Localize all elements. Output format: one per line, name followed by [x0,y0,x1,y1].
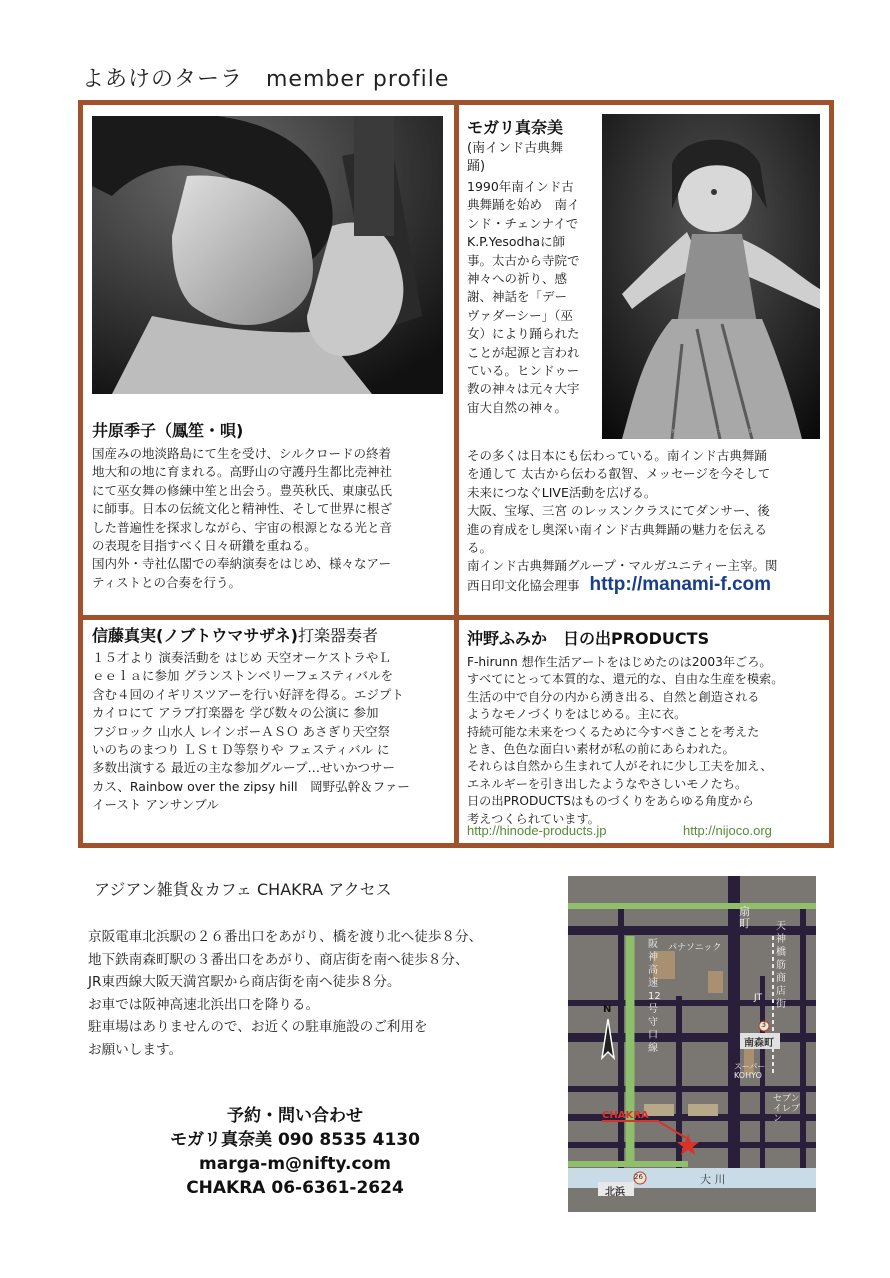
okino-bio-line: ようなモノづくりをはじめる。主に衣。 [467,707,687,722]
mogari-side-line: ことが起源と言われ [467,344,580,360]
map-label-ogimachi: 扇町 [739,905,750,930]
contact-phone[interactable]: モガリ真奈美 090 8535 4130 [170,1130,420,1150]
mogari-website-link[interactable]: http://manami-f.com [589,573,772,595]
access-heading: アジアン雑貨＆カフェ CHAKRA アクセス [94,880,392,899]
mogari-side-bio [467,178,580,417]
map-label-okawa: 大 川 [700,1173,726,1186]
mogari-name: モガリ真奈美 [467,118,564,137]
profile-okino [459,620,829,843]
mogari-bio-line: 西日印文化協会理事 [467,577,580,593]
profile-mogari [459,105,829,615]
okino-nijoco-link[interactable]: http://nijoco.org [683,823,772,838]
map-label-exit3: 3 [761,1020,767,1029]
ihara-bio-line: 国内外・寺社仏閣での奉納演奏をはじめ、様々なアー [92,556,392,572]
access-map [568,876,816,1212]
mogari-side-line: ヴァダーシー」（巫 [467,307,573,323]
access-line: JR東西線大阪天満宮駅から商店街を南へ徒歩８分。 [88,974,401,990]
shindo-name: 信藤真実(ノブトウマサザネ) [92,626,298,645]
shindo-bio-line: １５才より 演奏活動を はじめ 天空オーケストラやＬ [92,650,391,665]
mogari-side-line: 女）により踊られた [467,326,580,342]
access-line: お車では阪神高速北浜出口を降りる。 [88,996,320,1013]
mogari-bio-line: を通して 太古から伝わる叡智、メッセージを今そして [467,466,771,482]
ihara-photo [92,116,443,394]
map-label-minamimorimachi: 南森町 [744,1038,774,1049]
shindo-bio-line: 多数出演する 最近の主な参加グループ…せいかつサー [92,760,395,776]
ihara-name: 井原季子（鳳笙・唄) [92,421,244,440]
mogari-bio-last [467,573,778,595]
mogari-side-line: K.P.Yesodhaに師 [467,234,566,250]
okino-bio-line: とき、色色な面白い素材が私の前にあらわれた。 [467,742,735,757]
shindo-name-row [92,626,378,646]
mogari-side-line: 1990年南インド古 [467,179,574,194]
map-label-hanshin: 阪神高速12号守口線 [648,939,661,1054]
map-label-kitahama: 北浜 [605,1187,625,1198]
mogari-bio-line: 大阪、宝塚、三宮 のレッスンクラスにてダンサー、後 [467,503,770,519]
mogari-side-line: 宙大自然の神々。 [467,399,568,415]
okino-bio [467,654,783,828]
ihara-bio-line: 国産みの地淡路島にて生を受け、シルクロードの終着 [92,446,391,461]
okino-bio-line: すべてにとって本質的な、還元的な、自由な生産を模索。 [467,672,784,687]
okino-bio-line: F-hirunn 想作生活アートをはじめたのは2003年ごろ。 [467,655,772,669]
mogari-bio-line: 南インド古典舞踊グループ・マルガユニティー主宰。関 [467,558,778,574]
shindo-bio-line: 含む４回のイギリスツアーを行い好評を得る。エジプト [92,686,404,702]
mogari-photo-art [602,114,820,439]
okino-bio-line: エネルギーを引き出したようなやさしいモノたち。 [467,776,748,791]
mogari-photo [602,114,820,439]
okino-hinode-link[interactable]: http://hinode-products.jp [467,823,607,838]
ihara-bio-line: した普遍性を探求しながら、宇宙の根源となる光と音 [92,519,393,535]
ihara-bio-line: ティストとの合奏を行う。 [92,574,242,590]
ihara-bio-line: の表現を目指すべく日々研鑽を重ねる。 [92,538,317,554]
shindo-bio [92,649,410,815]
shindo-bio-line: いのちのまつり ＬＳｔＤ等祭りや フェスティバル に [92,742,390,758]
map-label-tenjinbashi: 天神橋筋商店街 [776,921,786,1010]
mogari-side-line: 神々への祈り、感 [467,271,568,287]
mogari-side-line: 事。太古から寺院で [467,252,580,268]
okino-bio-line: それらは自然から生まれて人がそれに少し工夫を加え、 [467,759,773,774]
mogari-bio [467,447,778,595]
shindo-bio-line: カス、Rainbow over the zipsy hill 岡野弘幹＆ファー [92,778,410,794]
mogari-side-line: ている。ヒンドゥー [467,363,580,379]
map-label-seven-eleven: セブンイレブン [773,1094,801,1124]
map-label-panasonic: パナソニック [668,943,722,953]
mogari-bio-line: 未来につなぐLIVE活動を広げる。 [467,484,657,500]
mogari-bio-line: その多くは日本にも伝わっている。南インド古典舞踊 [467,448,767,463]
shindo-role: 打楽器奏者 [298,626,379,645]
mogari-side-line: 謝、神話を「デー [467,289,568,305]
shindo-bio-line: イースト アンサンブル [92,797,219,813]
contact-block [145,1104,445,1200]
contact-heading: 予約・問い合わせ [227,1106,363,1126]
ihara-bio-line: に師事。日本の伝統文化と精神性、そして世界に根ざ [92,501,393,517]
map-label-jt: JT [754,993,763,1003]
ihara-bio [92,445,392,592]
shindo-bio-line: カイロにて アラブ打楽器を 学び数々の公演に 参加 [92,705,379,721]
okino-bio-line: 生活の中で自分の内から湧き出る、自然と創造される [467,689,760,704]
ihara-photo-art [92,116,443,394]
mogari-photo-credit: Copyright © 2013 O's Studio All Rights Reserved. [662,428,786,434]
okino-bio-line: 考えつくられています。 [467,811,600,826]
shindo-bio-line: ｅｅｌａに参加 グランストンベリーフェスティバルを [92,668,394,684]
ihara-bio-line: 地大和の地に育まれる。高野山の守護丹生都比売神社 [92,464,393,480]
mogari-subtitle-line: (南インド古典舞 [467,141,564,156]
page-title: よあけのターラ member profile [82,67,450,92]
access-line: 地下鉄南森町駅の３番出口をあがり、商店街を南へ徒歩８分、 [88,951,469,968]
access-line: 駐車場はありませんので、お近くの駐車施設のご利用を [88,1019,428,1035]
mogari-side-line: ンド・チェンナイで [467,215,579,231]
access-directions [88,926,482,1061]
mogari-subtitle-line: 踊) [467,159,486,175]
map-north-label: N [603,1004,612,1015]
profile-grid [78,100,834,848]
okino-bio-line: 日の出PRODUCTSはものづくりをあらゆる角度から [467,794,754,809]
mogari-bio-line: る。 [467,540,493,556]
mogari-subtitle [467,140,563,177]
ihara-bio-line: にて巫女舞の修練中笙と出会う。豊英秋氏、東康弘氏 [92,482,393,498]
profile-shindo [83,620,454,843]
okino-name: 沖野ふみか 日の出PRODUCTS [467,629,710,648]
access-line: お願いします。 [88,1041,183,1058]
shindo-bio-line: フジロック 山水人 レインボーＡＳＯ あさぎり天空祭 [92,723,391,739]
mogari-side-line: 教の神々は元々大宇 [467,381,580,397]
access-line: 京阪電車北浜駅の２６番出口をあがり、橋を渡り北へ徒歩８分、 [88,929,483,945]
contact-chakra-phone[interactable]: CHAKRA 06-6361-2624 [186,1178,404,1198]
map-label-chakra: CHAKRA [602,1110,649,1121]
map-label-kohyo: スーパーKOHYO [734,1062,766,1080]
map-label-exit26: 26 [634,1173,643,1181]
okino-bio-line: 持続可能な未来をつくるために今すべきことを考えた [467,724,760,739]
mogari-side-line: 典舞踊を始め 南イ [467,197,580,213]
profile-ihara [83,105,454,615]
mogari-bio-line: 進の育成をし奥深い南インド古典舞踊の魅力を伝える [467,521,768,537]
contact-email[interactable]: marga-m@nifty.com [199,1154,391,1174]
